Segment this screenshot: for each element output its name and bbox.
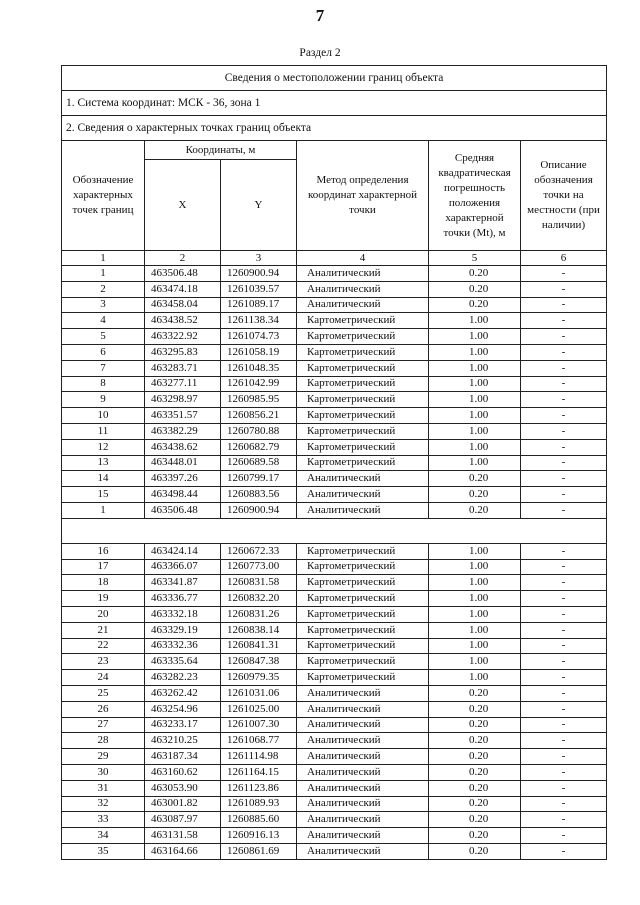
cell-err: 0.20 — [429, 701, 521, 717]
cell-method: Аналитический — [297, 733, 429, 749]
cell-err: 1.00 — [429, 392, 521, 408]
cell-y: 1260861.69 — [221, 843, 297, 859]
cell-err: 0.20 — [429, 266, 521, 282]
cell-x: 463210.25 — [145, 733, 221, 749]
cell-method: Аналитический — [297, 281, 429, 297]
cell-desc: - — [521, 281, 607, 297]
cell-point: 3 — [62, 297, 145, 313]
cell-err: 1.00 — [429, 638, 521, 654]
separator-row — [62, 518, 607, 533]
cell-err: 1.00 — [429, 606, 521, 622]
cell-err: 1.00 — [429, 423, 521, 439]
cell-point: 23 — [62, 654, 145, 670]
cell-point: 18 — [62, 575, 145, 591]
cell-method: Картометрический — [297, 670, 429, 686]
cell-desc: - — [521, 591, 607, 607]
table-row — [62, 281, 607, 297]
cell-y: 1260885.60 — [221, 812, 297, 828]
cell-method: Аналитический — [297, 717, 429, 733]
cell-desc: - — [521, 471, 607, 487]
cell-y: 1260916.13 — [221, 828, 297, 844]
cell-point: 6 — [62, 344, 145, 360]
cell-point: 30 — [62, 764, 145, 780]
cell-desc: - — [521, 502, 607, 518]
cell-x: 463282.23 — [145, 670, 221, 686]
table-row — [62, 622, 607, 638]
cell-err: 1.00 — [429, 622, 521, 638]
table-row — [62, 701, 607, 717]
cell-y: 1261123.86 — [221, 780, 297, 796]
cell-y: 1260900.94 — [221, 502, 297, 518]
cell-y: 1260856.21 — [221, 408, 297, 424]
cell-x: 463382.29 — [145, 423, 221, 439]
cell-x: 463160.62 — [145, 764, 221, 780]
cell-err: 1.00 — [429, 559, 521, 575]
header-x: X — [145, 160, 221, 251]
table-row — [62, 591, 607, 607]
cell-x: 463187.34 — [145, 749, 221, 765]
separator-row — [62, 533, 607, 544]
cell-desc: - — [521, 606, 607, 622]
cell-point: 35 — [62, 843, 145, 859]
cell-method: Картометрический — [297, 654, 429, 670]
cell-point: 24 — [62, 670, 145, 686]
cell-x: 463298.97 — [145, 392, 221, 408]
cell-method: Картометрический — [297, 559, 429, 575]
cell-point: 22 — [62, 638, 145, 654]
cell-method: Аналитический — [297, 471, 429, 487]
cell-err: 0.20 — [429, 828, 521, 844]
cell-desc: - — [521, 622, 607, 638]
cell-desc: - — [521, 764, 607, 780]
cell-method: Аналитический — [297, 780, 429, 796]
cell-desc: - — [521, 575, 607, 591]
table-row — [62, 329, 607, 345]
cell-y: 1260841.31 — [221, 638, 297, 654]
column-number: 2 — [145, 251, 221, 266]
cell-method: Аналитический — [297, 297, 429, 313]
column-number: 1 — [62, 251, 145, 266]
cell-point: 8 — [62, 376, 145, 392]
cell-x: 463164.66 — [145, 843, 221, 859]
table-title: Сведения о местоположении границ объекта — [62, 66, 607, 91]
cell-y: 1261039.57 — [221, 281, 297, 297]
cell-method: Картометрический — [297, 360, 429, 376]
cell-method: Картометрический — [297, 392, 429, 408]
cell-method: Картометрический — [297, 622, 429, 638]
cell-x: 463336.77 — [145, 591, 221, 607]
table-row — [62, 344, 607, 360]
table-row — [62, 764, 607, 780]
cell-method: Аналитический — [297, 266, 429, 282]
cell-err: 0.20 — [429, 812, 521, 828]
cell-method: Аналитический — [297, 701, 429, 717]
cell-err: 1.00 — [429, 575, 521, 591]
cell-x: 463277.11 — [145, 376, 221, 392]
cell-point: 20 — [62, 606, 145, 622]
column-number: 5 — [429, 251, 521, 266]
cell-desc: - — [521, 843, 607, 859]
cell-point: 13 — [62, 455, 145, 471]
cell-point: 31 — [62, 780, 145, 796]
cell-desc: - — [521, 360, 607, 376]
cell-method: Картометрический — [297, 543, 429, 559]
table-row — [62, 543, 607, 559]
cell-x: 463262.42 — [145, 685, 221, 701]
cell-err: 1.00 — [429, 360, 521, 376]
cell-err: 0.20 — [429, 297, 521, 313]
cell-err: 0.20 — [429, 487, 521, 503]
cell-point: 25 — [62, 685, 145, 701]
cell-err: 0.20 — [429, 780, 521, 796]
cell-point: 32 — [62, 796, 145, 812]
cell-method: Аналитический — [297, 812, 429, 828]
table-row — [62, 733, 607, 749]
cell-method: Аналитический — [297, 796, 429, 812]
cell-point: 1 — [62, 266, 145, 282]
table-row — [62, 408, 607, 424]
cell-desc: - — [521, 439, 607, 455]
cell-x: 463397.26 — [145, 471, 221, 487]
table-row — [62, 812, 607, 828]
cell-err: 0.20 — [429, 843, 521, 859]
cell-point: 16 — [62, 543, 145, 559]
cell-desc: - — [521, 266, 607, 282]
table-row — [62, 828, 607, 844]
cell-y: 1260773.00 — [221, 559, 297, 575]
cell-point: 17 — [62, 559, 145, 575]
cell-y: 1260672.33 — [221, 543, 297, 559]
cell-x: 463322.92 — [145, 329, 221, 345]
table-row — [62, 796, 607, 812]
cell-desc: - — [521, 313, 607, 329]
cell-err: 0.20 — [429, 749, 521, 765]
table-row — [62, 439, 607, 455]
cell-y: 1260832.20 — [221, 591, 297, 607]
header-method: Метод определения координат характерной точки — [297, 141, 429, 251]
cell-x: 463458.04 — [145, 297, 221, 313]
cell-x: 463506.48 — [145, 266, 221, 282]
column-number: 4 — [297, 251, 429, 266]
cell-err: 1.00 — [429, 408, 521, 424]
table-row — [62, 487, 607, 503]
table-row — [62, 471, 607, 487]
cell-desc: - — [521, 487, 607, 503]
cell-point: 33 — [62, 812, 145, 828]
table-row — [62, 670, 607, 686]
table-row — [62, 843, 607, 859]
cell-err: 0.20 — [429, 733, 521, 749]
cell-err: 1.00 — [429, 376, 521, 392]
cell-err: 1.00 — [429, 591, 521, 607]
cell-x: 463498.44 — [145, 487, 221, 503]
table-row — [62, 685, 607, 701]
cell-desc: - — [521, 733, 607, 749]
cell-y: 1260985.95 — [221, 392, 297, 408]
table-row — [62, 717, 607, 733]
cell-method: Аналитический — [297, 749, 429, 765]
table-row — [62, 423, 607, 439]
cell-point: 2 — [62, 281, 145, 297]
cell-point: 7 — [62, 360, 145, 376]
cell-desc: - — [521, 828, 607, 844]
cell-x: 463295.83 — [145, 344, 221, 360]
cell-point: 12 — [62, 439, 145, 455]
cell-method: Картометрический — [297, 313, 429, 329]
cell-method: Аналитический — [297, 502, 429, 518]
cell-desc: - — [521, 670, 607, 686]
cell-desc: - — [521, 455, 607, 471]
cell-x: 463506.48 — [145, 502, 221, 518]
cell-x: 463474.18 — [145, 281, 221, 297]
cell-y: 1261042.99 — [221, 376, 297, 392]
cell-x: 463448.01 — [145, 455, 221, 471]
cell-desc: - — [521, 812, 607, 828]
cell-point: 11 — [62, 423, 145, 439]
cell-err: 1.00 — [429, 670, 521, 686]
cell-err: 0.20 — [429, 796, 521, 812]
cell-method: Аналитический — [297, 828, 429, 844]
cell-method: Аналитический — [297, 764, 429, 780]
cell-y: 1260979.35 — [221, 670, 297, 686]
cell-err: 1.00 — [429, 543, 521, 559]
cell-y: 1261031.06 — [221, 685, 297, 701]
cell-x: 463332.18 — [145, 606, 221, 622]
cell-desc: - — [521, 376, 607, 392]
cell-method: Картометрический — [297, 455, 429, 471]
cell-x: 463001.82 — [145, 796, 221, 812]
cell-err: 1.00 — [429, 344, 521, 360]
cell-err: 1.00 — [429, 329, 521, 345]
cell-point: 21 — [62, 622, 145, 638]
cell-err: 0.20 — [429, 685, 521, 701]
cell-y: 1261007.30 — [221, 717, 297, 733]
cell-method: Картометрический — [297, 344, 429, 360]
table-row — [62, 606, 607, 622]
cell-point: 26 — [62, 701, 145, 717]
cell-desc: - — [521, 780, 607, 796]
table-row — [62, 392, 607, 408]
cell-x: 463366.07 — [145, 559, 221, 575]
header-coords: Координаты, м — [145, 141, 297, 160]
cell-desc: - — [521, 749, 607, 765]
cell-point: 5 — [62, 329, 145, 345]
cell-point: 15 — [62, 487, 145, 503]
cell-x: 463053.90 — [145, 780, 221, 796]
cell-desc: - — [521, 297, 607, 313]
table-row — [62, 780, 607, 796]
cell-err: 0.20 — [429, 471, 521, 487]
cell-y: 1260900.94 — [221, 266, 297, 282]
cell-y: 1261058.19 — [221, 344, 297, 360]
section-title: Раздел 2 — [299, 47, 341, 59]
cell-x: 463424.14 — [145, 543, 221, 559]
table-row — [62, 575, 607, 591]
table-row — [62, 749, 607, 765]
cell-err: 1.00 — [429, 455, 521, 471]
table-row — [62, 638, 607, 654]
cell-err: 1.00 — [429, 654, 521, 670]
header-error: Средняя квадратическая погрешность положения характерной точки (Mt), м — [429, 141, 521, 251]
cell-x: 463351.57 — [145, 408, 221, 424]
cell-method: Картометрический — [297, 408, 429, 424]
cell-y: 1260883.56 — [221, 487, 297, 503]
cell-method: Картометрический — [297, 439, 429, 455]
cell-desc: - — [521, 423, 607, 439]
cell-y: 1261089.17 — [221, 297, 297, 313]
cell-desc: - — [521, 717, 607, 733]
cell-method: Картометрический — [297, 638, 429, 654]
cell-err: 0.20 — [429, 502, 521, 518]
cell-desc: - — [521, 654, 607, 670]
cell-y: 1260847.38 — [221, 654, 297, 670]
cell-y: 1261048.35 — [221, 360, 297, 376]
cell-method: Аналитический — [297, 685, 429, 701]
cell-point: 10 — [62, 408, 145, 424]
cell-method: Аналитический — [297, 487, 429, 503]
cell-x: 463329.19 — [145, 622, 221, 638]
cell-y: 1260689.58 — [221, 455, 297, 471]
cell-point: 1 — [62, 502, 145, 518]
cell-y: 1260799.17 — [221, 471, 297, 487]
table-row — [62, 502, 607, 518]
cell-y: 1260831.58 — [221, 575, 297, 591]
cell-point: 14 — [62, 471, 145, 487]
cell-method: Картометрический — [297, 606, 429, 622]
cell-y: 1261089.93 — [221, 796, 297, 812]
table-row — [62, 360, 607, 376]
cell-method: Картометрический — [297, 376, 429, 392]
page-number: 7 — [315, 6, 325, 25]
cell-x: 463233.17 — [145, 717, 221, 733]
cell-err: 0.20 — [429, 717, 521, 733]
cell-desc: - — [521, 685, 607, 701]
cell-y: 1261114.98 — [221, 749, 297, 765]
table-row — [62, 266, 607, 282]
cell-desc: - — [521, 344, 607, 360]
column-number: 3 — [221, 251, 297, 266]
cell-point: 19 — [62, 591, 145, 607]
cell-y: 1261025.00 — [221, 701, 297, 717]
cell-y: 1261164.15 — [221, 764, 297, 780]
cell-y: 1260831.26 — [221, 606, 297, 622]
cell-desc: - — [521, 638, 607, 654]
header-description: Описание обозначения точки на местности (при наличии) — [521, 141, 607, 251]
cell-y: 1261138.34 — [221, 313, 297, 329]
cell-method: Аналитический — [297, 843, 429, 859]
table-row — [62, 313, 607, 329]
cell-y: 1260838.14 — [221, 622, 297, 638]
cell-method: Картометрический — [297, 329, 429, 345]
cell-x: 463283.71 — [145, 360, 221, 376]
column-number: 6 — [521, 251, 607, 266]
cell-desc: - — [521, 392, 607, 408]
cell-y: 1261068.77 — [221, 733, 297, 749]
cell-x: 463131.58 — [145, 828, 221, 844]
cell-x: 463438.62 — [145, 439, 221, 455]
cell-desc: - — [521, 701, 607, 717]
cell-method: Картометрический — [297, 591, 429, 607]
cell-point: 27 — [62, 717, 145, 733]
cell-desc: - — [521, 543, 607, 559]
cell-y: 1261074.73 — [221, 329, 297, 345]
cell-x: 463335.64 — [145, 654, 221, 670]
cell-method: Картометрический — [297, 575, 429, 591]
cell-err: 1.00 — [429, 439, 521, 455]
header-y: Y — [221, 160, 297, 251]
points-heading: 2. Сведения о характерных точках границ объекта — [62, 116, 607, 141]
cell-point: 9 — [62, 392, 145, 408]
table-row — [62, 559, 607, 575]
cell-err: 0.20 — [429, 764, 521, 780]
table-row — [62, 654, 607, 670]
cell-x: 463087.97 — [145, 812, 221, 828]
cell-y: 1260682.79 — [221, 439, 297, 455]
cell-desc: - — [521, 329, 607, 345]
table-row — [62, 297, 607, 313]
header-point: Обозначение характерных точек границ — [62, 141, 145, 251]
cell-desc: - — [521, 408, 607, 424]
cell-point: 4 — [62, 313, 145, 329]
cell-err: 0.20 — [429, 281, 521, 297]
cell-point: 34 — [62, 828, 145, 844]
cell-method: Картометрический — [297, 423, 429, 439]
cell-x: 463341.87 — [145, 575, 221, 591]
cell-point: 28 — [62, 733, 145, 749]
cell-x: 463332.36 — [145, 638, 221, 654]
cell-desc: - — [521, 796, 607, 812]
cell-point: 29 — [62, 749, 145, 765]
table-row — [62, 455, 607, 471]
cell-y: 1260780.88 — [221, 423, 297, 439]
cell-x: 463438.52 — [145, 313, 221, 329]
coordinate-system: 1. Система координат: МСК - 36, зона 1 — [62, 91, 607, 116]
cell-desc: - — [521, 559, 607, 575]
cell-err: 1.00 — [429, 313, 521, 329]
boundary-points-table — [61, 65, 607, 860]
cell-x: 463254.96 — [145, 701, 221, 717]
table-row — [62, 376, 607, 392]
